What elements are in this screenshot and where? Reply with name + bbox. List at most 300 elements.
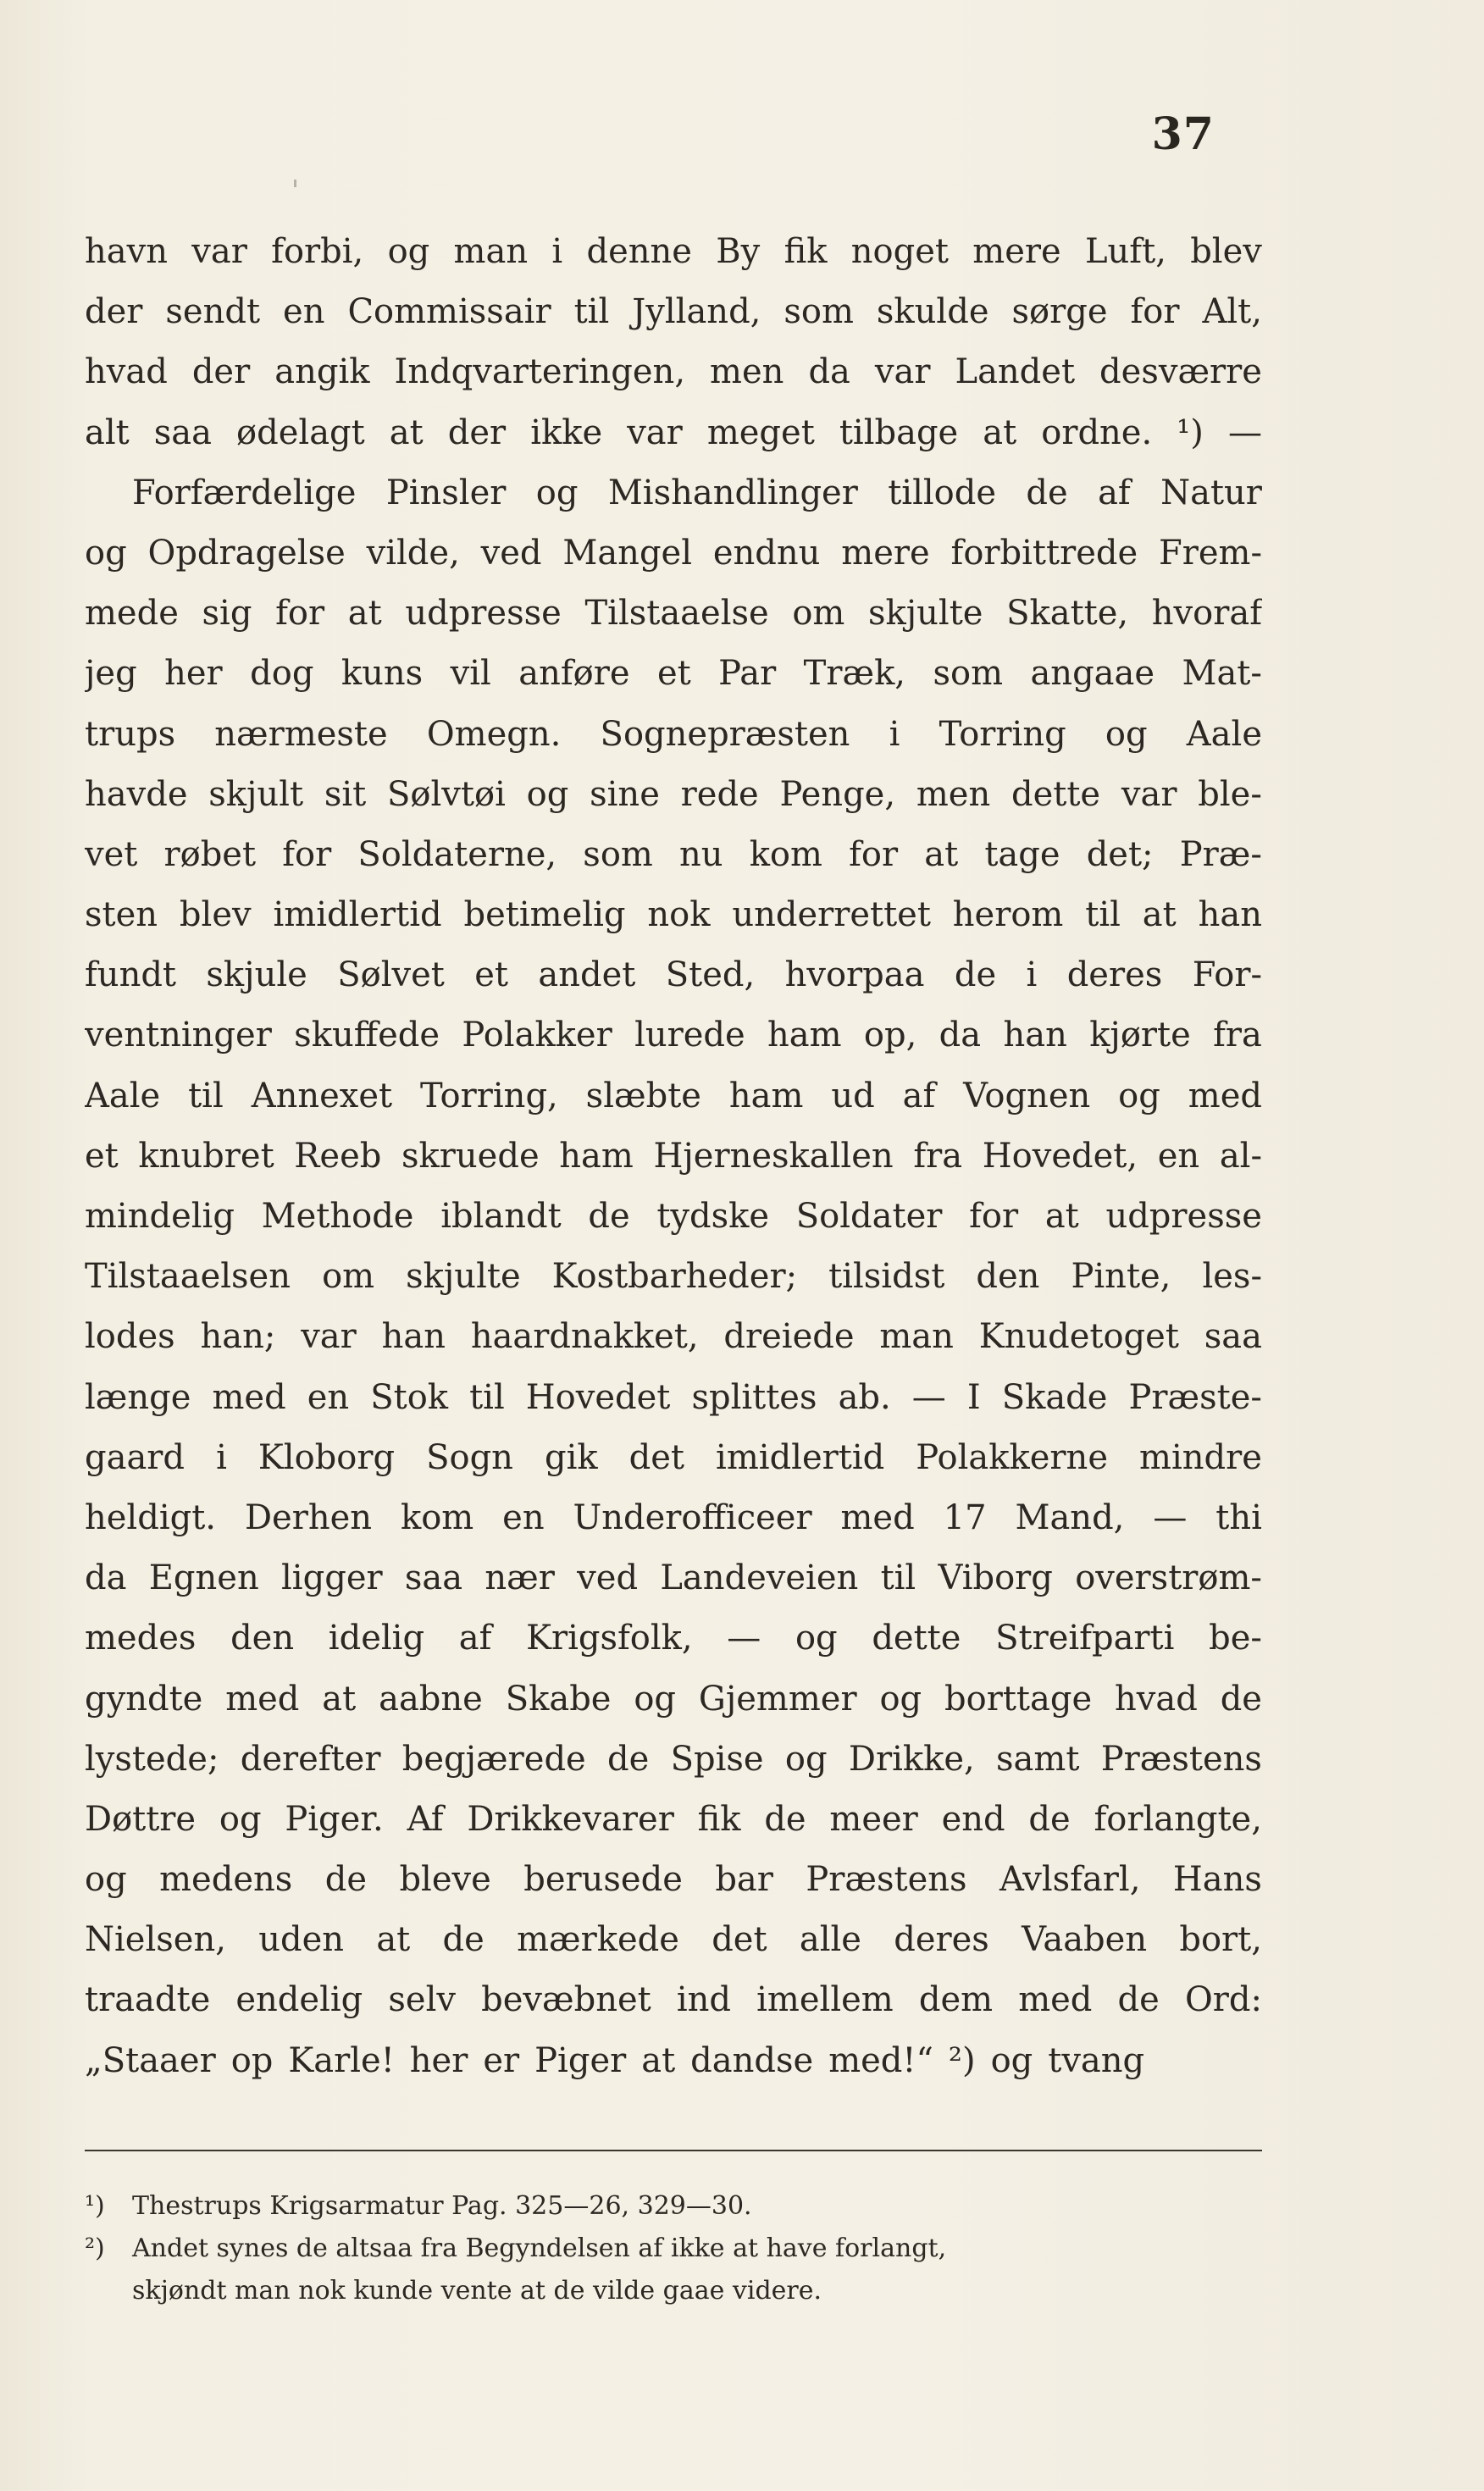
word: et <box>85 1136 119 1176</box>
word: de <box>588 1197 630 1236</box>
word: al- <box>1219 1136 1262 1176</box>
word: sine <box>590 774 660 814</box>
word: ud <box>831 1076 875 1115</box>
word: havde <box>85 774 188 814</box>
text-line <box>85 1488 1262 1548</box>
text-line <box>85 1850 1262 1910</box>
text-line <box>85 2031 1262 2091</box>
word: ind <box>676 1980 732 2020</box>
word: saa <box>153 412 212 452</box>
text-line <box>85 584 1262 644</box>
word: mindre <box>1139 1437 1262 1477</box>
word: her <box>164 654 223 694</box>
word: Indqvarteringen, <box>394 352 686 392</box>
word: Luft, <box>1084 232 1166 271</box>
word: ikke <box>530 412 603 452</box>
footnote-text: Thestrups Krigsarmatur Pag. 325—26, 329—30. <box>132 2191 752 2221</box>
word: Streifparti <box>995 1619 1175 1658</box>
footnote-divider <box>85 2150 1262 2151</box>
word: de <box>1117 1980 1160 2020</box>
word: udpresse <box>1105 1197 1262 1236</box>
word: lodes <box>85 1317 175 1357</box>
word: — <box>1227 412 1262 452</box>
word: for <box>849 834 899 874</box>
word: trups <box>85 714 176 754</box>
word: Knudetoget <box>978 1317 1179 1357</box>
word: Polakkerne <box>916 1437 1108 1477</box>
word: Kostbarheder; <box>551 1257 798 1297</box>
text-line <box>85 1307 1262 1367</box>
word: udpresse <box>405 594 562 634</box>
word: Hans <box>1172 1860 1262 1900</box>
word: for <box>282 834 332 874</box>
word: ¹) <box>1177 412 1204 452</box>
word: bort, <box>1179 1920 1262 1960</box>
word: hvad <box>1115 1679 1198 1719</box>
word: et <box>474 955 508 995</box>
word: i <box>216 1437 227 1477</box>
word: Kloborg <box>257 1437 396 1477</box>
word: hvoraf <box>1151 594 1262 634</box>
word: Gjemmer <box>698 1679 857 1719</box>
word: en <box>283 292 325 332</box>
word: Natur <box>1160 473 1262 512</box>
word: skuffede <box>294 1016 440 1055</box>
word: var <box>1121 774 1177 814</box>
word: Træk, <box>803 654 906 694</box>
word: skjulte <box>406 1257 521 1297</box>
word: man <box>879 1317 954 1357</box>
word: ved <box>577 1558 639 1598</box>
word: i <box>889 714 900 754</box>
word: lystede; <box>85 1739 219 1779</box>
word: gyndte <box>85 1679 203 1719</box>
word: Egnen <box>148 1558 259 1598</box>
word: men <box>916 774 991 814</box>
word: med!“ <box>828 2040 933 2080</box>
word: aabne <box>379 1679 483 1719</box>
word: Hovedet, <box>982 1136 1138 1176</box>
word: Drikkevarer <box>467 1799 674 1839</box>
text-line <box>85 885 1262 945</box>
word: tilsidst <box>828 1257 945 1297</box>
word: dem <box>918 1980 994 2020</box>
word: blev <box>179 895 252 935</box>
word: medens <box>159 1860 293 1900</box>
text-line <box>85 222 1262 282</box>
word: heldigt. <box>85 1497 217 1537</box>
text-line <box>85 1066 1262 1126</box>
word: betimelig <box>463 895 626 935</box>
text-line <box>85 1005 1262 1066</box>
word: Frem- <box>1158 533 1262 573</box>
word: meer <box>829 1799 918 1839</box>
word: Tilstaaelsen <box>85 1257 291 1297</box>
word: Sted, <box>665 955 756 995</box>
footnote-mark: ²) <box>85 2234 105 2263</box>
word: andet <box>538 955 636 995</box>
word: om <box>322 1257 375 1297</box>
word: forlangte, <box>1094 1799 1262 1839</box>
word: Mangel <box>562 533 693 573</box>
word: mærkede <box>517 1920 679 1960</box>
word: „Staaer <box>85 2040 216 2080</box>
word: Skatte, <box>1006 594 1129 634</box>
word: medes <box>85 1619 197 1658</box>
page-number: 37 <box>1151 108 1215 160</box>
word: han <box>1003 1016 1067 1055</box>
word: forbittrede <box>950 533 1138 573</box>
word: som <box>583 834 653 874</box>
word: de <box>764 1799 806 1839</box>
word: Mat- <box>1182 654 1262 694</box>
word: ab. <box>838 1377 891 1417</box>
word: angaae <box>1030 654 1155 694</box>
word: Præstens <box>806 1860 967 1900</box>
word: Hovedet <box>525 1377 671 1417</box>
word: en <box>502 1497 545 1537</box>
word: fik <box>697 1799 741 1839</box>
word: var <box>627 412 683 452</box>
word: imellem <box>756 1980 894 2020</box>
word: der <box>191 352 251 392</box>
word: bevæbnet <box>481 1980 651 2020</box>
word: og <box>85 533 127 573</box>
word: dette <box>1011 774 1101 814</box>
word: — <box>1153 1497 1188 1537</box>
word: Omegn. <box>426 714 562 754</box>
word: og <box>219 1799 262 1839</box>
text-line <box>85 1548 1262 1608</box>
word: og <box>795 1619 838 1658</box>
word: sendt <box>165 292 261 332</box>
word: denne <box>586 232 692 271</box>
word: deres <box>894 1920 989 1960</box>
word: han <box>1198 895 1262 935</box>
word: jeg <box>85 654 137 694</box>
footnote-mark: ¹) <box>85 2191 105 2221</box>
word: Mishandlinger <box>607 473 858 512</box>
text-line <box>85 1790 1262 1850</box>
word: Sognepræsten <box>600 714 850 754</box>
word: imidlertid <box>716 1437 885 1477</box>
word: de <box>1220 1679 1262 1719</box>
word: i <box>551 232 563 271</box>
text-line <box>85 1669 1262 1730</box>
word: rede <box>680 774 759 814</box>
text-line <box>85 282 1262 342</box>
word: kom <box>400 1497 474 1537</box>
word: Landet <box>955 352 1076 392</box>
word: var <box>874 352 931 392</box>
word: Karle! <box>288 2040 395 2080</box>
word: skjule <box>206 955 307 995</box>
word: uden <box>258 1920 345 1960</box>
word: ham <box>728 1076 804 1115</box>
word: dandse <box>690 2040 814 2080</box>
word: saa <box>404 1558 463 1598</box>
word: Præstens <box>1100 1739 1262 1779</box>
word: For- <box>1192 955 1262 995</box>
word: ligger <box>281 1558 383 1598</box>
word: tilbage <box>839 412 959 452</box>
word: Skabe <box>505 1679 612 1719</box>
word: nu <box>679 834 723 874</box>
word: er <box>483 2040 520 2080</box>
word: de <box>324 1860 368 1900</box>
word: end <box>941 1799 1005 1839</box>
word: der <box>447 412 507 452</box>
word: tage <box>984 834 1060 874</box>
word: af <box>458 1619 492 1658</box>
word: og <box>634 1679 677 1719</box>
word: noget <box>850 232 949 271</box>
word: en <box>1157 1136 1200 1176</box>
word: med <box>225 1679 300 1719</box>
word: man <box>453 232 529 271</box>
word: han <box>381 1317 446 1357</box>
word: Af <box>407 1799 444 1839</box>
word: at <box>1044 1197 1079 1236</box>
word: med <box>840 1497 915 1537</box>
word: Sølvtøi <box>387 774 506 814</box>
word: sit <box>324 774 367 814</box>
word: be- <box>1209 1619 1262 1658</box>
word: det; <box>1086 834 1154 874</box>
word: sten <box>85 895 158 935</box>
word: og <box>387 232 430 271</box>
word: begjærede <box>401 1739 586 1779</box>
word: bar <box>715 1860 773 1900</box>
word: og <box>535 473 579 512</box>
word: men <box>710 352 784 392</box>
word: vilde, <box>366 533 460 573</box>
word: dreiede <box>723 1317 855 1357</box>
word: les- <box>1202 1257 1262 1297</box>
word: berusede <box>523 1860 683 1900</box>
word: Piger <box>534 2040 627 2080</box>
word: alle <box>799 1920 861 1960</box>
word: imidlertid <box>273 895 442 935</box>
word: kuns <box>341 654 424 694</box>
word: Præste- <box>1128 1377 1262 1417</box>
word: da <box>939 1016 982 1055</box>
word: fra <box>1213 1016 1262 1055</box>
word: havn <box>85 232 168 271</box>
word: og <box>85 1860 127 1900</box>
word: Skade <box>1001 1377 1108 1417</box>
word: — <box>727 1619 761 1658</box>
word: skruede <box>401 1136 540 1176</box>
word: endnu <box>712 533 821 573</box>
word: Torring, <box>419 1076 558 1115</box>
text-line <box>85 945 1262 1005</box>
text-line <box>85 1910 1262 1970</box>
word: skjulte <box>868 594 983 634</box>
word: og <box>1105 714 1148 754</box>
footnote-text: Andet synes de altsaa fra Begyndelsen af ikke at have forlangt, <box>132 2234 947 2263</box>
word: Soldaterne, <box>357 834 557 874</box>
word: angik <box>274 352 370 392</box>
word: som <box>784 292 854 332</box>
word: dog <box>250 654 314 694</box>
word: med <box>1018 1980 1093 2020</box>
word: Døttre <box>85 1799 197 1839</box>
word: kjørte <box>1089 1016 1191 1055</box>
word: ²) <box>948 2040 976 2080</box>
word: til <box>188 1076 224 1115</box>
word: Derhen <box>244 1497 373 1537</box>
text-line <box>85 765 1262 825</box>
word: Avlsfarl, <box>999 1860 1141 1900</box>
word: de <box>607 1739 650 1779</box>
text-line <box>85 644 1262 704</box>
word: ordne. <box>1041 412 1153 452</box>
word: Stok <box>370 1377 449 1417</box>
word: forbi, <box>271 232 364 271</box>
word: bleve <box>399 1860 491 1900</box>
word: traadte <box>85 1980 211 2020</box>
word: haardnakket, <box>470 1317 699 1357</box>
paper-speck <box>294 180 296 187</box>
word: op, <box>863 1016 917 1055</box>
word: mindelig <box>85 1197 235 1236</box>
word: Viborg <box>938 1558 1053 1598</box>
word: Pinte, <box>1071 1257 1171 1297</box>
word: hvorpaa <box>784 955 925 995</box>
word: desværre <box>1099 352 1262 392</box>
word: sørge <box>1011 292 1108 332</box>
text-line <box>85 1368 1262 1428</box>
word: til <box>1085 895 1121 935</box>
word: Tilstaaelse <box>584 594 769 634</box>
word: for <box>969 1197 1019 1236</box>
word: hvad <box>85 352 168 392</box>
word: Reeb <box>294 1136 382 1176</box>
word: om <box>792 594 845 634</box>
word: op <box>230 2040 274 2080</box>
word: Ord: <box>1184 1980 1262 2020</box>
word: de <box>954 955 997 995</box>
word: de <box>1028 1799 1071 1839</box>
footnote <box>85 2270 1262 2312</box>
word: tvang <box>1048 2040 1145 2080</box>
word: Forfærdelige <box>132 473 357 512</box>
word: Sogn <box>426 1437 513 1477</box>
word: Sølvet <box>337 955 445 995</box>
word: borttage <box>944 1679 1093 1719</box>
word: Hjerneskallen <box>653 1136 894 1176</box>
word: en <box>307 1377 350 1417</box>
word: splittes <box>691 1377 817 1417</box>
word: Jylland, <box>632 292 761 332</box>
word: da <box>85 1558 127 1598</box>
word: Vognen <box>963 1076 1091 1115</box>
word: at <box>389 412 424 452</box>
word: var <box>301 1317 357 1357</box>
footnote <box>85 2228 1262 2270</box>
word: endelig <box>235 1980 363 2020</box>
word: vil <box>450 654 491 694</box>
word: ventninger <box>85 1016 272 1055</box>
word: sig <box>202 594 252 634</box>
word: Pinsler <box>385 473 507 512</box>
text-line <box>85 1608 1262 1669</box>
text-line <box>85 705 1262 765</box>
word: saa <box>1204 1317 1262 1357</box>
word: det <box>628 1437 685 1477</box>
word: de <box>1026 473 1068 512</box>
word: ødelagt <box>236 412 365 452</box>
word: iblandt <box>440 1197 562 1236</box>
word: skulde <box>876 292 989 332</box>
word: Præ- <box>1179 834 1262 874</box>
word: Commissair <box>347 292 551 332</box>
word: Alt, <box>1202 292 1262 332</box>
word: de <box>442 1920 485 1960</box>
word: og <box>1118 1076 1160 1115</box>
word: røbet <box>163 834 257 874</box>
word: selv <box>388 1980 456 2020</box>
word: og <box>990 2040 1033 2080</box>
word: samt <box>996 1739 1080 1779</box>
word: dette <box>872 1619 961 1658</box>
word: Par <box>718 654 777 694</box>
word: at <box>983 412 1017 452</box>
word: ble- <box>1198 774 1262 814</box>
word: Piger. <box>285 1799 384 1839</box>
word: og <box>526 774 569 814</box>
word: mere <box>841 533 930 573</box>
word: lurede <box>634 1016 745 1055</box>
footnote-text: skjøndt man nok kunde vente at de vilde gaae videre. <box>132 2276 822 2306</box>
word: thi <box>1215 1497 1262 1537</box>
word: Opdragelse <box>147 533 346 573</box>
word: af <box>902 1076 936 1115</box>
word: I <box>966 1377 981 1417</box>
word: fundt <box>85 955 177 995</box>
word: Mand, <box>1015 1497 1125 1537</box>
word: knubret <box>138 1136 274 1176</box>
text-line <box>85 1187 1262 1247</box>
word: Landeveien <box>660 1558 859 1598</box>
word: gik <box>544 1437 598 1477</box>
body-text <box>85 222 1262 2091</box>
word: for <box>275 594 325 634</box>
word: derefter <box>240 1739 381 1779</box>
word: Aale <box>85 1076 161 1115</box>
word: der <box>85 292 143 332</box>
word: mede <box>85 594 179 634</box>
word: fik <box>784 232 828 271</box>
word: Nielsen, <box>85 1920 226 1960</box>
word: herom <box>952 895 1064 935</box>
word: var <box>191 232 247 271</box>
word: slæbte <box>585 1076 701 1115</box>
word: tillode <box>888 473 997 512</box>
word: nok <box>647 895 711 935</box>
word: Polakker <box>462 1016 612 1055</box>
word: at <box>376 1920 411 1960</box>
word: med <box>1188 1076 1262 1115</box>
word: at <box>347 594 382 634</box>
word: tydske <box>656 1197 770 1236</box>
word: vet <box>85 834 138 874</box>
text-line <box>85 463 1262 523</box>
word: den <box>976 1257 1040 1297</box>
text-line <box>85 1247 1262 1307</box>
word: Penge, <box>779 774 896 814</box>
